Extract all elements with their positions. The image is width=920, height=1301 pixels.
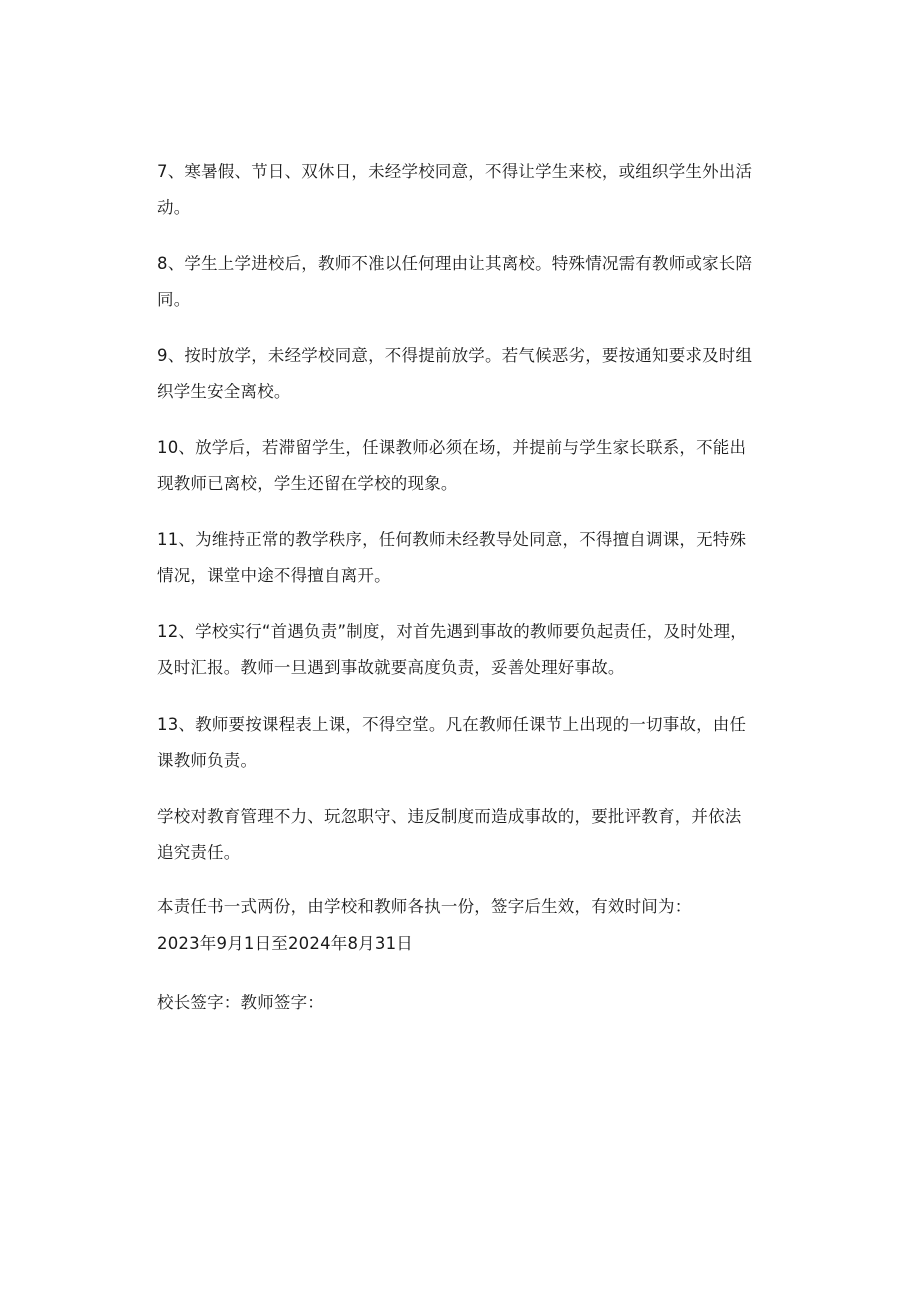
clause-9: 9、按时放学，未经学校同意，不得提前放学。若气候恶劣，要按通知要求及时组织学生安全离校。 [157, 346, 753, 401]
clause-12: 12、学校实行“首遇负责”制度，对首先遇到事故的教师要负起责任，及时处理，及时汇报。教师一旦遇到事故就要高度负责，妥善处理好事故。 [157, 622, 747, 677]
clause-13: 13、教师要按课程表上课，不得空堂。凡在教师任课节上出现的一切事故，由任课教师负责。 [157, 715, 747, 770]
clause-8: 8、学生上学进校后，教师不准以任何理由让其离校。特殊情况需有教师或家长陪同。 [157, 254, 753, 309]
validity-dates: 2023年9月1日至2024年8月31日 [157, 934, 413, 953]
signature-line: 校长签字：教师签字： [157, 993, 324, 1012]
clause-11: 11、为维持正常的教学秩序，任何教师未经教导处同意，不得擅自调课，无特殊情况，课堂中途不得擅自离开。 [157, 530, 747, 585]
clause-10: 10、放学后，若滞留学生，任课教师必须在场，并提前与学生家长联系，不能出现教师已离校，学生还留在学校的现象。 [157, 438, 747, 493]
validity-statement: 本责任书一式两份，由学校和教师各执一份，签字后生效，有效时间为： [157, 897, 692, 916]
clause-7: 7、寒暑假、节日、双休日，未经学校同意，不得让学生来校，或组织学生外出活动。 [157, 162, 753, 217]
accountability-paragraph: 学校对教育管理不力、玩忽职守、违反制度而造成事故的，要批评教育，并依法追究责任。 [157, 807, 742, 862]
